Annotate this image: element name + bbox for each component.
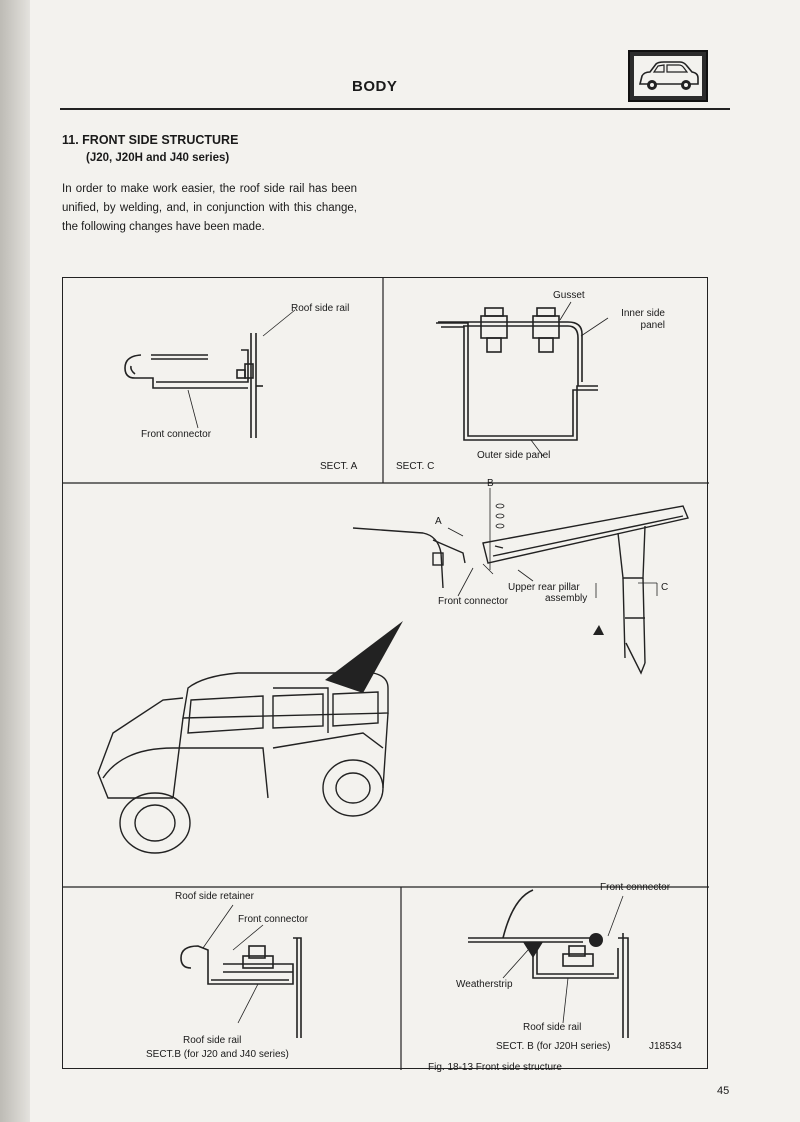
- main-label-upper-rear-pillar: Upper rear pillar: [508, 582, 580, 593]
- page-number: 45: [717, 1085, 730, 1097]
- sect-b1-label-roof-side-rail: Roof side rail: [183, 1035, 242, 1046]
- main-label-a: A: [435, 516, 442, 527]
- figure-front-side-structure: [62, 277, 708, 1069]
- figure-code: J18534: [649, 1041, 682, 1052]
- sect-a-label-roof-side-rail: Roof side rail: [291, 303, 350, 314]
- main-label-c: C: [661, 582, 669, 593]
- sect-b2-label-front-connector: Front connector: [600, 882, 671, 893]
- sect-c-label-outer-side-panel: Outer side panel: [477, 450, 551, 461]
- header-rule: [60, 108, 730, 110]
- main-label-assembly: assembly: [545, 593, 588, 604]
- sect-a-label-front-connector: Front connector: [141, 429, 212, 440]
- sect-a-title: SECT. A: [320, 461, 358, 472]
- car-icon: [628, 50, 708, 102]
- sect-c-title: SECT. C: [396, 461, 435, 472]
- section-title: 11. FRONT SIDE STRUCTURE: [62, 133, 239, 147]
- sect-c-label-inner-side-panel: Inner side panel: [621, 308, 665, 331]
- sect-c-label-gusset: Gusset: [553, 290, 585, 301]
- sect-b1-label-front-connector: Front connector: [238, 914, 309, 925]
- section-subtitle: (J20, J20H and J40 series): [86, 152, 230, 164]
- main-label-front-connector: Front connector: [438, 596, 509, 607]
- sect-b2-title: SECT. B (for J20H series): [496, 1041, 611, 1052]
- sect-b2-label-roof-side-rail: Roof side rail: [523, 1022, 582, 1033]
- sect-b1-label-roof-side-retainer: Roof side retainer: [175, 891, 254, 902]
- sect-b2-label-weatherstrip: Weatherstrip: [456, 979, 513, 990]
- sect-b1-title: SECT.B (for J20 and J40 series): [146, 1049, 289, 1060]
- page-header-title: BODY: [352, 78, 398, 95]
- main-label-b: B: [487, 478, 494, 489]
- section-body-text: In order to make work easier, the roof side rail has been unified, by welding, and, in conjunction with this change, the following changes have been made.: [62, 183, 357, 233]
- figure-caption: Fig. 18-13 Front side structure: [428, 1062, 562, 1073]
- figure-lines: [63, 278, 709, 1070]
